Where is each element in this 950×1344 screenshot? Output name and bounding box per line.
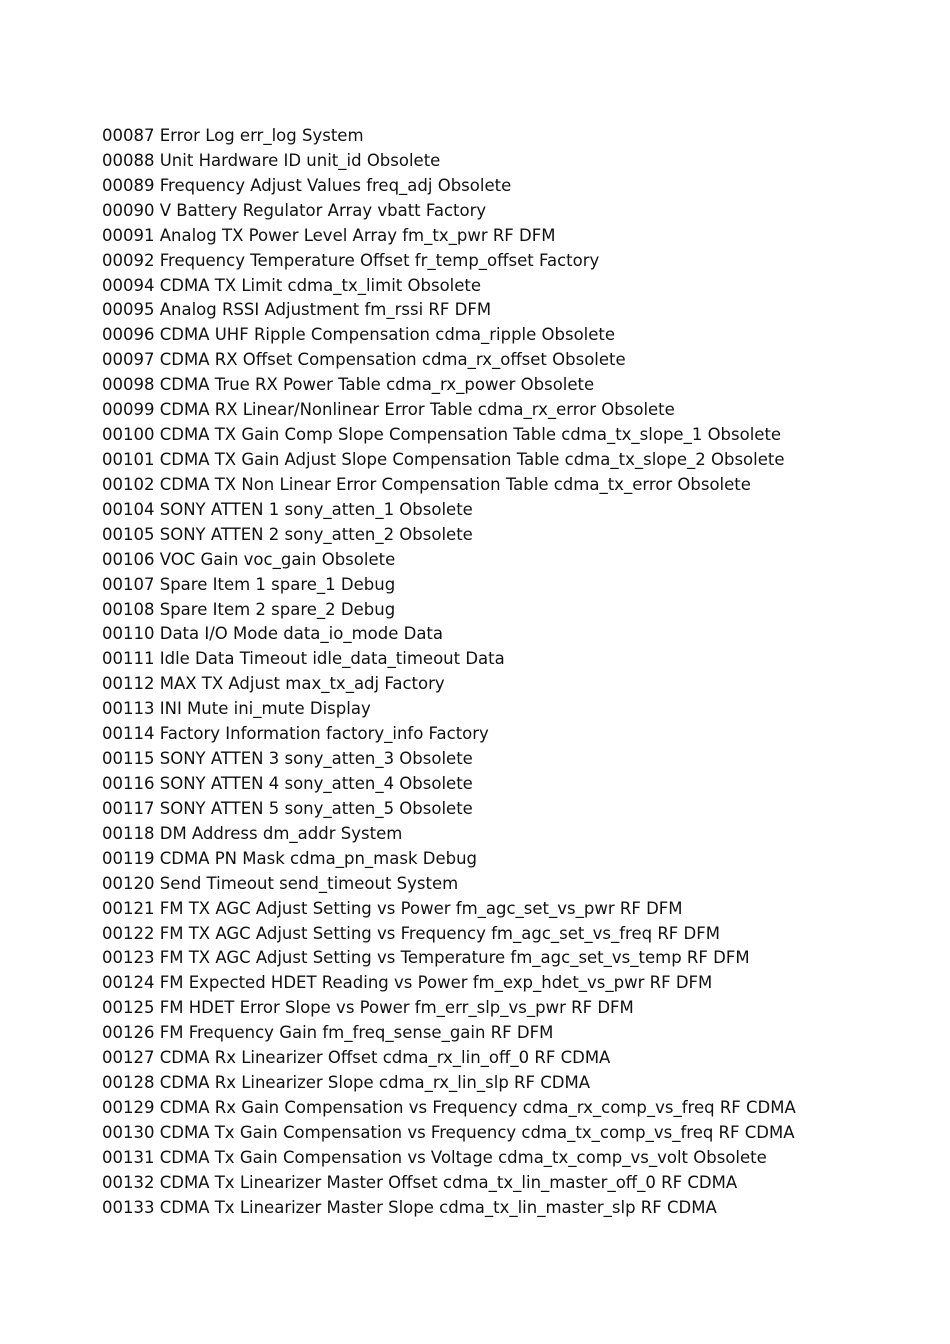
list-item: 00126 FM Frequency Gain fm_freq_sense_gain RF DFM	[102, 1023, 554, 1043]
list-item: 00095 Analog RSSI Adjustment fm_rssi RF DFM	[102, 300, 492, 320]
list-item: 00117 SONY ATTEN 5 sony_atten_5 Obsolete	[102, 798, 473, 818]
list-item: 00118 DM Address dm_addr System	[102, 823, 403, 843]
list-item: 00115 SONY ATTEN 3 sony_atten_3 Obsolete	[102, 749, 473, 769]
list-item: 00098 CDMA True RX Power Table cdma_rx_power Obsolete	[102, 375, 595, 395]
list-item: 00119 CDMA PN Mask cdma_pn_mask Debug	[102, 848, 478, 868]
list-item: 00101 CDMA TX Gain Adjust Slope Compensation Table cdma_tx_slope_2 Obsolete	[102, 449, 785, 469]
list-item: 00133 CDMA Tx Linearizer Master Slope cdma_tx_lin_master_slp RF CDMA	[102, 1197, 717, 1217]
list-item: 00116 SONY ATTEN 4 sony_atten_4 Obsolete	[102, 773, 473, 793]
list-item: 00112 MAX TX Adjust max_tx_adj Factory	[102, 674, 445, 694]
list-item: 00125 FM HDET Error Slope vs Power fm_err_slp_vs_pwr RF DFM	[102, 998, 634, 1018]
list-item: 00106 VOC Gain voc_gain Obsolete	[102, 549, 396, 569]
list-item: 00128 CDMA Rx Linearizer Slope cdma_rx_lin_slp RF CDMA	[102, 1073, 590, 1093]
list-item: 00092 Frequency Temperature Offset fr_temp_offset Factory	[102, 250, 600, 270]
list-item: 00129 CDMA Rx Gain Compensation vs Frequency cdma_rx_comp_vs_freq RF CDMA	[102, 1097, 796, 1117]
list-item: 00122 FM TX AGC Adjust Setting vs Frequency fm_agc_set_vs_freq RF DFM	[102, 923, 720, 943]
list-item: 00130 CDMA Tx Gain Compensation vs Frequency cdma_tx_comp_vs_freq RF CDMA	[102, 1122, 795, 1142]
list-item: 00107 Spare Item 1 spare_1 Debug	[102, 574, 396, 594]
list-item: 00088 Unit Hardware ID unit_id Obsolete	[102, 150, 441, 170]
list-item: 00108 Spare Item 2 spare_2 Debug	[102, 599, 396, 619]
list-item: 00104 SONY ATTEN 1 sony_atten_1 Obsolete	[102, 499, 473, 519]
list-item: 00089 Frequency Adjust Values freq_adj Obsolete	[102, 175, 512, 195]
list-item: 00111 Idle Data Timeout idle_data_timeout Data	[102, 649, 505, 669]
list-item: 00121 FM TX AGC Adjust Setting vs Power fm_agc_set_vs_pwr RF DFM	[102, 898, 683, 918]
list-item: 00131 CDMA Tx Gain Compensation vs Voltage cdma_tx_comp_vs_volt Obsolete	[102, 1147, 767, 1167]
list-item: 00113 INI Mute ini_mute Display	[102, 699, 371, 719]
nv-item-list	[102, 124, 796, 1221]
list-item: 00099 CDMA RX Linear/Nonlinear Error Table cdma_rx_error Obsolete	[102, 400, 675, 420]
list-item: 00110 Data I/O Mode data_io_mode Data	[102, 624, 444, 644]
list-item: 00094 CDMA TX Limit cdma_tx_limit Obsolete	[102, 275, 482, 295]
list-item: 00120 Send Timeout send_timeout System	[102, 873, 459, 893]
list-item: 00105 SONY ATTEN 2 sony_atten_2 Obsolete	[102, 524, 473, 544]
list-item: 00091 Analog TX Power Level Array fm_tx_pwr RF DFM	[102, 225, 556, 245]
list-item: 00132 CDMA Tx Linearizer Master Offset cdma_tx_lin_master_off_0 RF CDMA	[102, 1172, 738, 1192]
list-item: 00100 CDMA TX Gain Comp Slope Compensation Table cdma_tx_slope_1 Obsolete	[102, 425, 782, 445]
list-item: 00097 CDMA RX Offset Compensation cdma_rx_offset Obsolete	[102, 350, 626, 370]
list-item: 00124 FM Expected HDET Reading vs Power fm_exp_hdet_vs_pwr RF DFM	[102, 973, 713, 993]
list-item: 00127 CDMA Rx Linearizer Offset cdma_rx_lin_off_0 RF CDMA	[102, 1048, 611, 1068]
list-item: 00096 CDMA UHF Ripple Compensation cdma_ripple Obsolete	[102, 325, 616, 345]
list-item: 00123 FM TX AGC Adjust Setting vs Temperature fm_agc_set_vs_temp RF DFM	[102, 948, 750, 968]
list-item: 00090 V Battery Regulator Array vbatt Factory	[102, 200, 487, 220]
list-item: 00102 CDMA TX Non Linear Error Compensation Table cdma_tx_error Obsolete	[102, 474, 751, 494]
list-item: 00114 Factory Information factory_info Factory	[102, 724, 489, 744]
list-item: 00087 Error Log err_log System	[102, 126, 364, 145]
